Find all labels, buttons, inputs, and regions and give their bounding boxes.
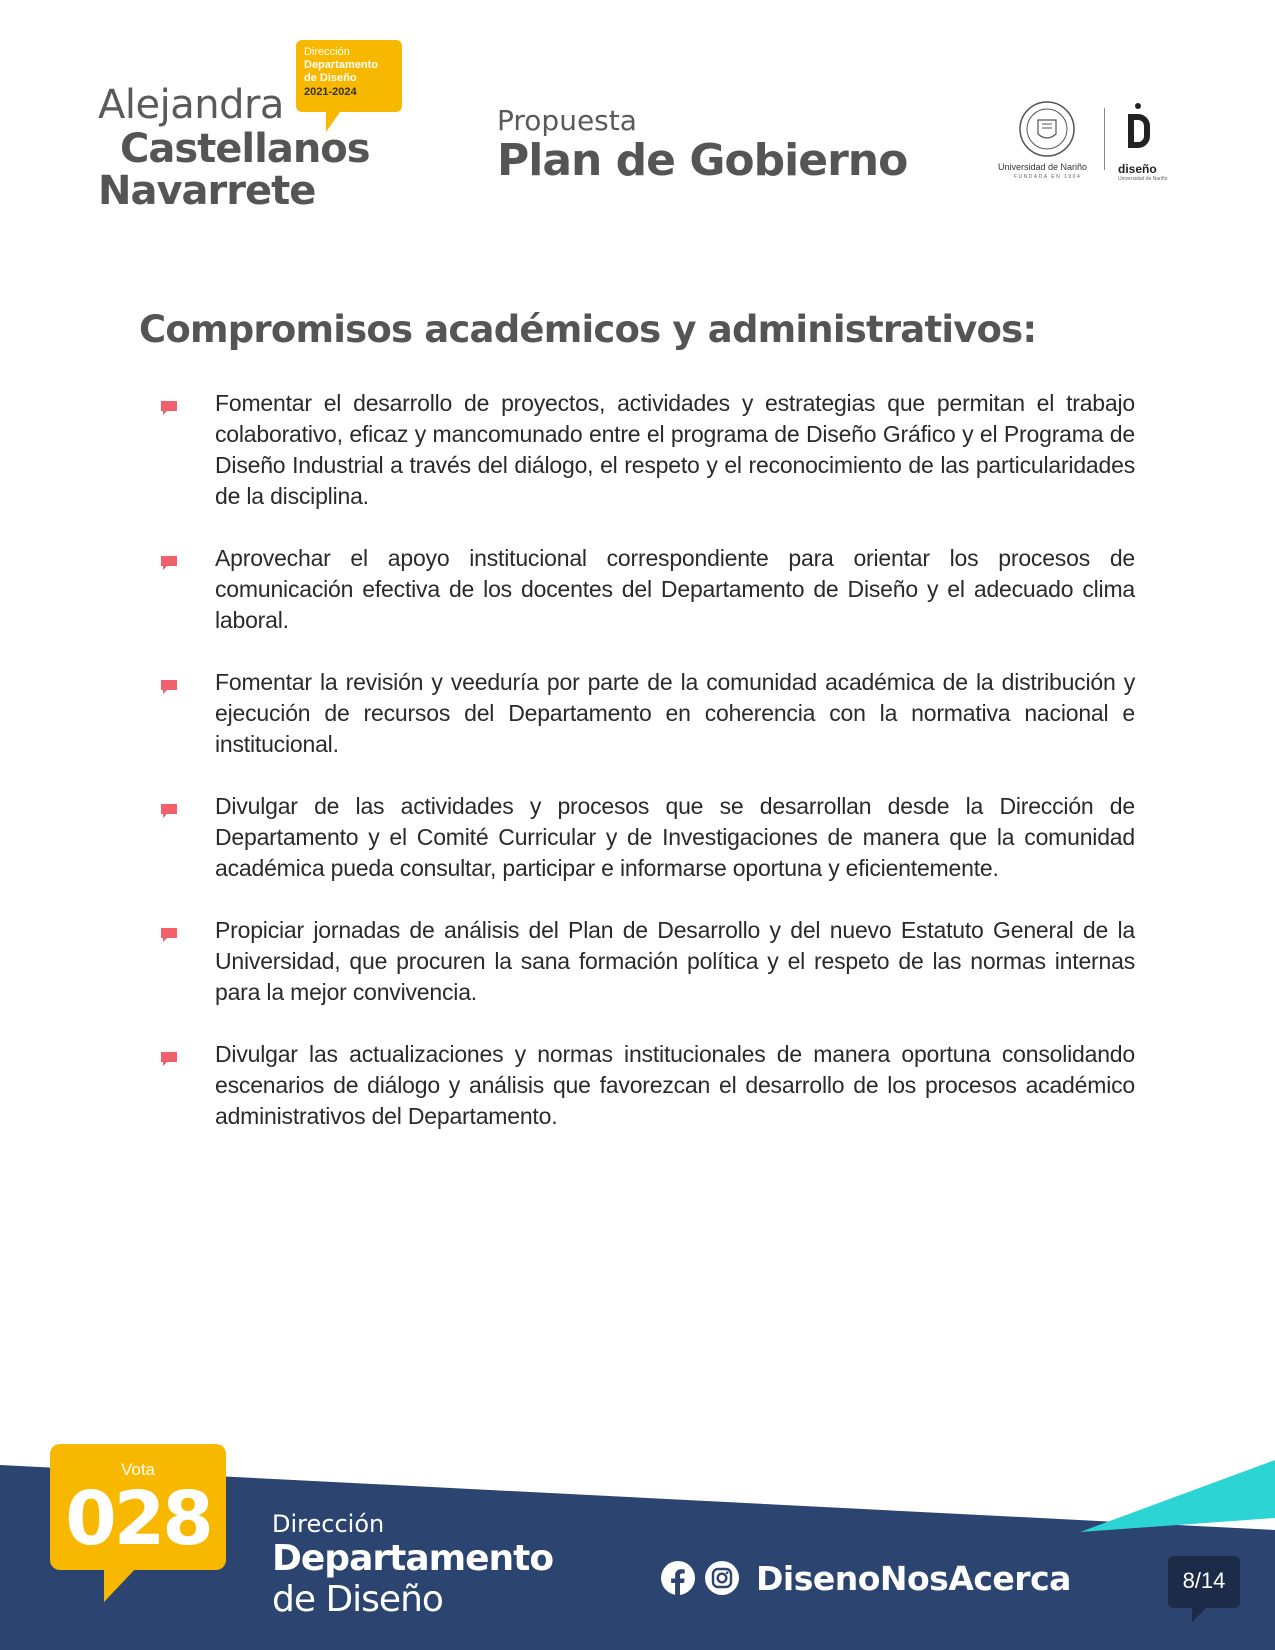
vote-label: Vota — [120, 1460, 156, 1479]
instagram-icon[interactable] — [704, 1560, 740, 1596]
proposal-label: Propuesta — [497, 104, 637, 137]
list-item-text: Divulgar de las actividades y procesos que se desarrollan desde la Dirección de Departamento y el Comité Curricular y de Investigaciones de manera que la comunidad académica pueda consultar, participar e informarse oportuna y eficientemente. — [215, 793, 1135, 881]
footer-direction — [272, 1510, 553, 1620]
list-item — [150, 1039, 1135, 1132]
commitments-list — [150, 388, 1135, 1163]
list-item — [150, 543, 1135, 636]
badge-line-2: Departamento — [304, 59, 378, 71]
speech-bubble-icon — [160, 555, 178, 571]
speech-bubble-icon — [160, 679, 178, 695]
badge-period: 2021-2024 — [304, 86, 357, 98]
list-item — [150, 915, 1135, 1008]
institution-logos — [998, 100, 1168, 180]
page-number-badge — [1168, 1556, 1240, 1608]
facebook-icon[interactable] — [660, 1560, 696, 1596]
page-number: 8/14 — [1182, 1568, 1226, 1593]
candidate-last-name: Navarrete — [98, 168, 316, 214]
design-logo-sub: Universidad de Nariño — [1118, 176, 1168, 182]
speech-bubble-icon — [160, 927, 178, 943]
direction-badge — [296, 40, 402, 112]
badge-line-3: de Diseño — [304, 72, 357, 84]
list-item — [150, 388, 1135, 512]
social-handle-text[interactable]: DisenoNosAcerca — [756, 1558, 1071, 1598]
design-logo-icon — [1122, 102, 1154, 160]
candidate-middle-name: Castellanos — [120, 126, 370, 172]
vote-badge-tail — [104, 1566, 138, 1602]
list-item-text: Propiciar jornadas de análisis del Plan de Desarrollo y del nuevo Estatuto General de la Universidad, que procuren la sana formación política y el respeto de las normas internas para la mejor convivencia. — [215, 917, 1135, 1005]
list-item-text: Divulgar las actualizaciones y normas institucionales de manera oportuna consolidando escenarios de diálogo y análisis que favorezcan el desarrollo de los procesos académico administrativos del Departamento. — [215, 1041, 1135, 1129]
speech-bubble-icon — [160, 400, 178, 416]
list-item-text: Fomentar el desarrollo de proyectos, actividades y estrategias que permitan el trabajo colaborativo, eficaz y mancomunado entre el programa de Diseño Gráfico y el Programa de Diseño Industrial a través del diálogo, el respeto y el reconocimiento de las particularidades de la disciplina. — [215, 390, 1135, 509]
design-logo-label: diseño — [1118, 162, 1157, 176]
vote-badge — [50, 1444, 226, 1570]
footer-direction-line-2: Departamento — [272, 1538, 554, 1579]
candidate-first-name: Alejandra — [98, 82, 284, 128]
vote-number: 028 — [65, 1476, 211, 1562]
proposal-title: Plan de Gobierno — [497, 135, 908, 186]
section-title: Compromisos académicos y administrativos: — [139, 308, 1037, 351]
badge-line-1: Dirección — [304, 46, 350, 58]
social-handle[interactable] — [660, 1556, 1071, 1600]
footer-direction-line-3: de Diseño — [272, 1579, 443, 1620]
speech-bubble-icon — [160, 803, 178, 819]
page-badge-tail — [1192, 1606, 1208, 1622]
list-item — [150, 667, 1135, 760]
list-item — [150, 791, 1135, 884]
logo-divider — [1104, 108, 1105, 170]
university-founded: FUNDADA EN 1904 — [1014, 174, 1082, 180]
university-name: Universidad de Nariño — [998, 162, 1088, 172]
university-seal-icon — [1018, 100, 1076, 158]
list-item-text: Aprovechar el apoyo institucional correspondiente para orientar los procesos de comunicación efectiva de los docentes del Departamento de Diseño y el adecuado clima laboral. — [215, 545, 1135, 633]
speech-bubble-icon — [160, 1051, 178, 1067]
footer-direction-line-1: Dirección — [272, 1510, 385, 1538]
proposal-heading — [497, 104, 907, 186]
list-item-text: Fomentar la revisión y veeduría por parte de la comunidad académica de la distribución y ejecución de recursos del Departamento en coherencia con la normativa nacional e institucional. — [215, 669, 1135, 757]
